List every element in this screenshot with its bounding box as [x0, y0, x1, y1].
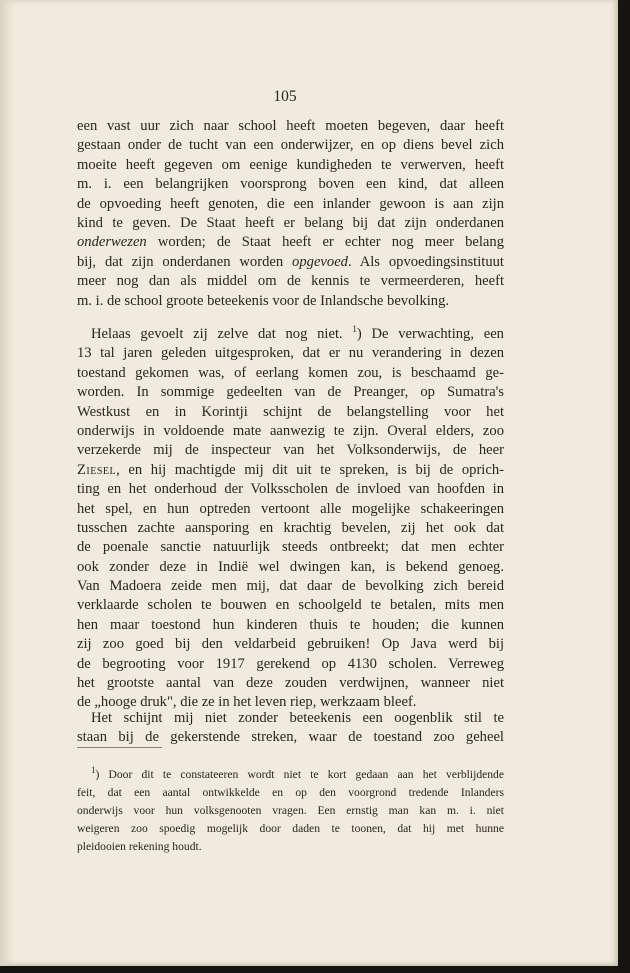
text-line: ook zonder deze in Indië wel dwingen kan, is bekend genoeg.	[77, 558, 504, 575]
text-line: verzekerde mij de inspecteur van het Volksonderwijs, de heer	[77, 442, 504, 459]
text-line: meer nog dan als middel om de kennis te vermeerderen, heeft	[77, 273, 504, 290]
text-line: de begrooting voor 1917 gerekend op 4130 scholen. Verreweg	[77, 655, 504, 672]
paragraph-1	[77, 117, 504, 311]
text-line: 13 tal jaren geleden uitgesproken, dat er nu verandering in dezen	[77, 345, 504, 362]
text-line: onderwijs in voldoende mate aanwezig te zijn. Overal elders, zoo	[77, 422, 504, 439]
text-line: Ziesel, en hij machtigde mij dit uit te spreken, is bij de oprich-	[77, 461, 504, 478]
text-line: Het schijnt mij niet zonder beteekenis een oogenblik stil te	[91, 710, 504, 726]
text-line: onderwezen worden; de Staat heeft er echter nog meer belang	[77, 234, 504, 251]
text-line: Van Madoera zeide men mij, dat daar de bevolking zich bereid	[77, 578, 504, 595]
page-gutter-shadow	[0, 0, 14, 966]
text-line: verklaarde scholen te bouwen en schoolgeld te betalen, mits men	[77, 597, 504, 614]
footnote-line: weigeren zoo spoedig mogelijk door daden te toonen, dat hij met hunne	[77, 822, 504, 835]
paragraph-3	[77, 709, 504, 748]
footnote-line: onderwijs voor hun volksgenooten vragen. Een ernstig man kan m. i. niet	[77, 804, 504, 817]
text-line: moeite heeft gegeven om eenige kundigheden te verwerven, heeft	[77, 156, 504, 173]
text-line: hen maar toestond hun kinderen thuis te houden; die kunnen	[77, 616, 504, 633]
text-line: ting en het onderhoud der Volksscholen de invloed van hoofden in	[77, 481, 504, 498]
text-line: het grootste aantal van deze zouden verdwijnen, wanneer niet	[77, 675, 504, 692]
text-line: Helaas gevoelt zij zelve dat nog niet. $^1$) De verwachting, een	[91, 324, 504, 342]
emphasis-onderwezen: onderwezen	[77, 234, 147, 251]
text-line: staan bij de gekerstende streken, waar de toestand zoo geheel	[77, 729, 504, 746]
paragraph-2	[77, 325, 504, 713]
footnote	[77, 766, 504, 856]
name-ziesel: Ziesel	[77, 461, 117, 478]
footnote-divider	[77, 747, 162, 748]
page-number: 105	[273, 88, 297, 105]
text-line: toestand gekomen was, of eerlang komen zou, is beschaamd ge-	[77, 364, 504, 381]
text-line: m. i. de school groote beteekenis voor de Inlandsche bevolking.	[77, 292, 450, 309]
text-line: gestaan onder de tucht van een onderwijzer, en op diens bevel zich	[77, 137, 504, 154]
text-line: het spel, en hun optreden vertoont alle mogelijke schakeeringen	[77, 500, 504, 517]
footnote-line: $^1$) Door dit te constateeren wordt niet te kort gedaan aan het verblijdende	[91, 765, 504, 781]
text-line: de opvoeding heeft genoten, die een inlander gewoon is aan zijn	[77, 195, 504, 212]
text-line: m. i. een belangrijken voorsprong boven een kind, dat alleen	[77, 176, 504, 193]
footnote-marker: 1	[352, 324, 357, 335]
scan-border-bottom	[0, 966, 630, 973]
text-line: de poenale sanctie natuurlijk steeds ontbreekt; dat men echter	[77, 539, 504, 556]
text-line: worden. In sommige gedeelten van de Preanger, op Sumatra's	[77, 384, 504, 401]
text-line: tusschen zachte aansporing en krachtig bevelen, zij het ook dat	[77, 519, 504, 536]
scan-border-right	[618, 0, 630, 973]
text-line: zij zoo goed bij den veldarbeid gebruiken! Op Java werd bij	[77, 636, 504, 653]
text-line: kind te geven. De Staat heeft er belang bij dat zijn onderdanen	[77, 214, 504, 231]
text-line: de „hooge druk", die ze in het leven riep, werkzaam bleef.	[77, 694, 417, 711]
text-line: bij, dat zijn onderdanen worden opgevoed. Als opvoedingsinstituut	[77, 253, 504, 270]
footnote-line: feit, dat een aantal ontwikkelde en op den voorgrond tredende Inlanders	[77, 786, 504, 799]
emphasis-opgevoed: opgevoed	[292, 253, 348, 270]
text-line: Westkust en in Korintji schijnt de belangstelling voor het	[77, 403, 504, 420]
footnote-line: pleidooien rekening houdt.	[77, 840, 202, 853]
footnote-number: 1	[91, 765, 96, 776]
text-line: een vast uur zich naar school heeft moeten begeven, daar heeft	[77, 118, 504, 134]
